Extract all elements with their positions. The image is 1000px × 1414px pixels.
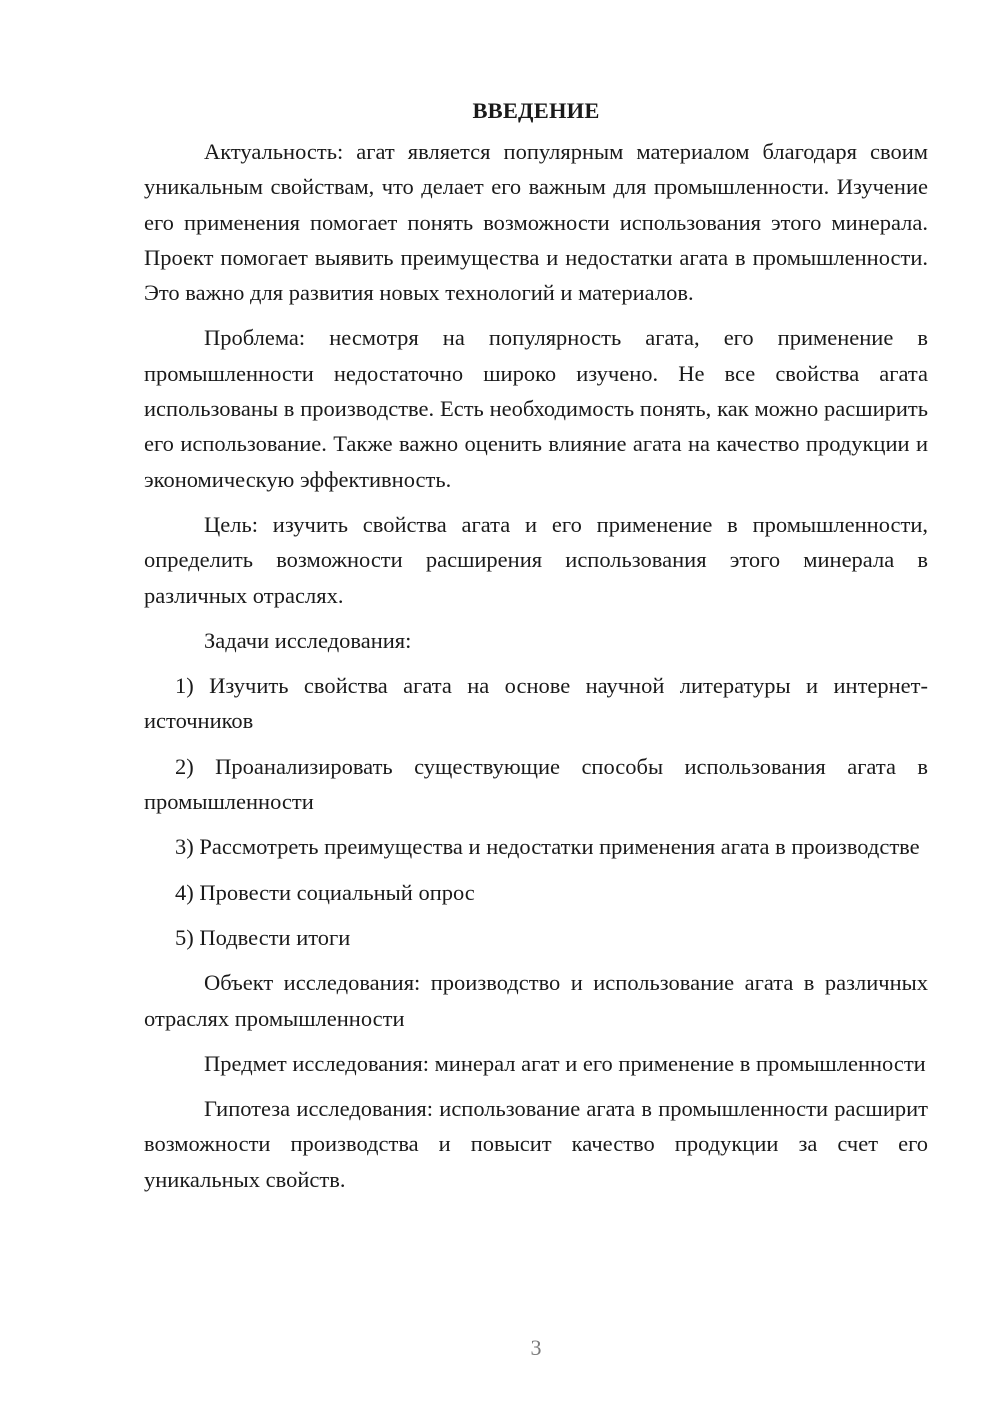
tasks-list bbox=[144, 668, 928, 955]
problem-paragraph: Проблема: несмотря на популярность агата, его применение в промышленности недостаточно широко изучено. Не все свойства агата использованы в производстве. Есть необходимость понять, как можно расширить его использование. Также важно оценить влияние агата на качество продукции и экономическую эффективность. bbox=[144, 325, 928, 492]
relevance-paragraph: Актуальность: агат является популярным материалом благодаря своим уникальным свойствам, что делает его важным для промышленности. Изучение его применения помогает понять возможности использования этого минерала. Проект помогает выявить преимущества и недостатки агата в промышленности. Это важно для развития новых технологий и материалов. bbox=[144, 139, 928, 306]
list-item: 3) Рассмотреть преимущества и недостатки применения агата в производстве bbox=[175, 834, 920, 860]
object-paragraph: Объект исследования: производство и использование агата в различных отраслях промышленности bbox=[144, 970, 928, 1031]
list-item: 4) Провести социальный опрос bbox=[175, 879, 475, 905]
list-item: 1) Изучить свойства агата на основе научной литературы и интернет-источников bbox=[144, 673, 928, 734]
goal-paragraph: Цель: изучить свойства агата и его применение в промышленности, определить возможности расширения использования этого минерала в различных отраслях. bbox=[144, 511, 928, 608]
section-title: ВВЕДЕНИЕ bbox=[472, 98, 600, 123]
list-item: 5) Подвести итоги bbox=[175, 924, 351, 950]
subject-paragraph: Предмет исследования: минерал агат и его применение в промышленности bbox=[204, 1050, 926, 1076]
list-item: 2) Проанализировать существующие способы использования агата в промышленности bbox=[144, 753, 928, 815]
tasks-heading: Задачи исследования: bbox=[204, 627, 412, 653]
page-number: 3 bbox=[530, 1335, 542, 1360]
hypothesis-paragraph: Гипотеза исследования: использование агата в промышленности расширит возможности производства и повысит качество продукции за счет его уникальных свойств. bbox=[144, 1096, 928, 1192]
page-content bbox=[144, 92, 928, 1207]
